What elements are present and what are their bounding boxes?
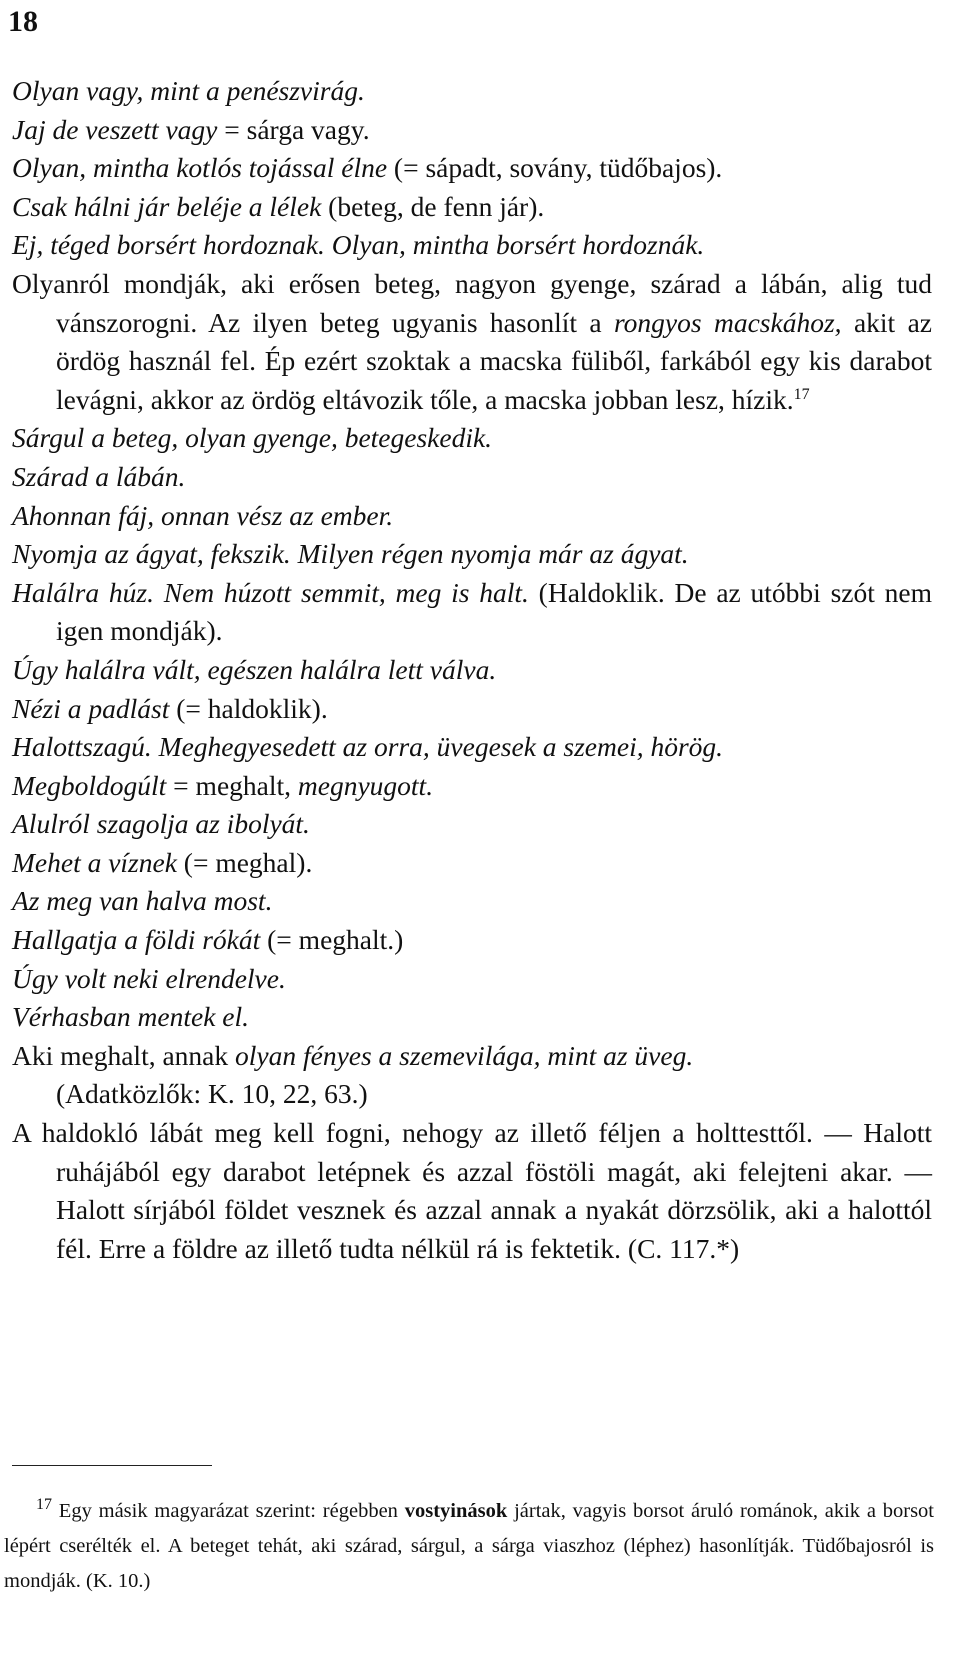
text-line: Nézi a padlást (= haldoklik). xyxy=(12,692,328,724)
text-line: Nyomja az ágyat, fekszik. Milyen régen nyomja már az ágyat. xyxy=(12,538,689,570)
text-line: Az meg van halva most. xyxy=(12,885,273,917)
text-line: Halálra húz. Nem húzott semmit, meg is halt. (Haldoklik. De az utóbbi szót nem igen mondják). xyxy=(12,576,933,647)
text-paragraph: Olyanról mondják, aki erősen beteg, nagyon gyenge, szárad a lábán, alig tud vánszorogni. Az ilyen beteg ugyanis hasonlít a rongyos macskához, akit az ördög használ fel. Ép ezért szoktak a macska füliből, farkából egy kis darabot levágni, akkor az ördög eltávozik tőle, a macska jobban lesz, hízik.$^{17}$ xyxy=(12,267,932,415)
text-line: Alulról szagolja az ibolyát. xyxy=(12,808,310,840)
text-paragraph: A haldokló lábát meg kell fogni, nehogy az illető féljen a holttesttől. — Halott ruhájából egy darabot letépnek és azzal föstöli magát, aki felejteni akar. — Halott sírjából földet vesznek és azzal annak a nyakát dörzsölik, aki a halottól fél. Erre a földre az illető tudta nélkül rá is fektetik. (C. 117.*) xyxy=(12,1117,932,1264)
footnote: $^{17}$ Egy másik magyarázat szerint: régebben vostyinások jártak, vagyis borsot áruló románok, akik a borsot lépért cserélték el. A beteget tehát, aki szárad, sárgul, a sárga viaszhoz (léphez) hasonlítják. Tüdőbajosról is mondják. (K. 10.) xyxy=(4,1496,934,1592)
main-text xyxy=(12,72,932,1268)
text-line: Sárgul a beteg, olyan gyenge, betegeskedik. xyxy=(12,422,493,454)
text-line: Olyan vagy, mint a penészvirág. xyxy=(12,75,365,106)
text-line: Úgy halálra vált, egészen halálra lett válva. xyxy=(12,653,497,685)
text-line: Ahonnan fáj, onnan vész az ember. xyxy=(12,499,394,531)
text-line: Jaj de veszett vagy = sárga vagy. xyxy=(12,113,370,145)
text-line: Szárad a lábán. xyxy=(12,460,186,492)
text-line: Mehet a víznek (= meghal). xyxy=(12,846,313,878)
text-line: Vérhasban mentek el. xyxy=(12,1001,249,1033)
source-note: (Adatközlők: K. 10, 22, 63.) xyxy=(56,1078,368,1110)
text-line: Hallgatja a földi rókát (= meghalt.) xyxy=(12,924,404,956)
footnote-ref: 17 xyxy=(793,385,810,403)
text-line: Olyan, mintha kotlós tojással élne (= sápadt, sovány, tüdőbajos). xyxy=(12,152,723,184)
text-line: Csak hálni jár beléje a lélek (beteg, de fenn jár). xyxy=(12,190,545,222)
text-line: Úgy volt neki elrendelve. xyxy=(12,962,286,994)
text-line: Megboldogúlt = meghalt, megnyugott. xyxy=(12,769,434,801)
footnote-divider xyxy=(12,1465,212,1466)
footnote-number: 17 xyxy=(36,1496,52,1514)
text-line: Aki meghalt, annak olyan fényes a szemevilága, mint az üveg. xyxy=(12,1039,694,1071)
page-number: 18 xyxy=(8,5,38,38)
text-line: Ej, téged borsért hordoznak. Olyan, mintha borsért hordoznák. xyxy=(12,229,705,261)
text-line: Halottszagú. Meghegyesedett az orra, üvegesek a szemei, hörög. xyxy=(12,731,724,763)
